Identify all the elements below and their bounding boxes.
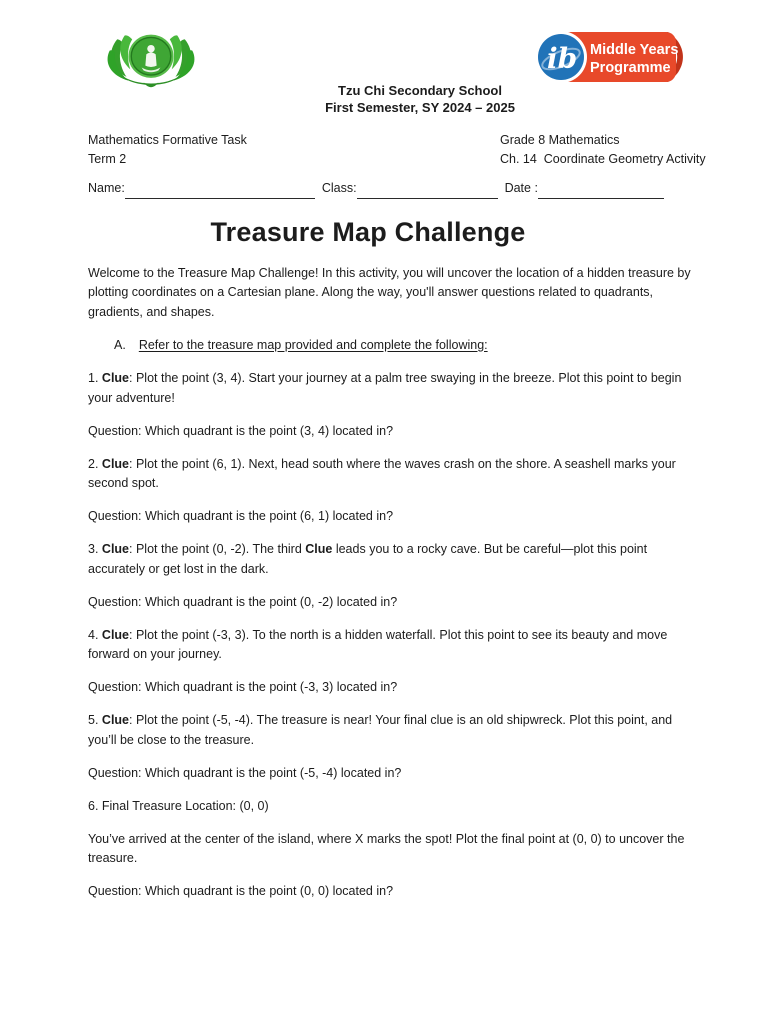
clue-paragraph-2: 2. Clue: Plot the point (6, 1). Next, head south where the waves crash on the shore. A seashell marks your second spot.	[88, 456, 676, 490]
task-meta-left	[88, 131, 247, 168]
class-label: Class:	[321, 181, 357, 195]
intro-paragraph: Welcome to the Treasure Map Challenge! In this activity, you will uncover the location of a hidden treasure by plotting coordinates on a Cartesian plane. Along the way, you'll answer questions related to quadrants, gradients, and shapes.	[88, 265, 691, 319]
clue-paragraph-5: 5. Clue: Plot the point (-5, -4). The treasure is near! Your final clue is an old shipwreck. Plot this point, and you’ll be close to the treasure.	[88, 713, 673, 747]
clue-question-2: Question: Which quadrant is the point (6, 1) located in?	[88, 509, 394, 523]
clue-paragraph-3: 3. Clue: Plot the point (0, -2). The third Clue leads you to a rocky cave. But be careful—plot this point accurately or get lost in the dark.	[88, 542, 648, 576]
school-header	[36, 82, 768, 116]
semester-line: First Semester, SY 2024 – 2025	[325, 100, 515, 115]
document-body	[88, 131, 712, 915]
clue-question-5: Question: Which quadrant is the point (-5, -4) located in?	[88, 765, 402, 780]
ib-label-line1: Middle Years	[590, 42, 679, 58]
ib-myp-logo	[534, 29, 690, 86]
clue-question-4: Question: Which quadrant is the point (-3, 3) located in?	[88, 680, 398, 694]
page-title: Treasure Map Challenge	[210, 216, 526, 247]
school-name: Tzu Chi Secondary School	[338, 83, 502, 98]
name-label: Name:	[88, 181, 125, 195]
final-location-paragraph: You’ve arrived at the center of the island, where X marks the spot! Plot the final point at (0, 0) to uncover the treasure.	[88, 831, 685, 865]
clue-paragraph-4: 4. Clue: Plot the point (-3, 3). To the north is a hidden waterfall. Plot this point to see its beauty and move forward on your journey.	[88, 627, 668, 661]
grade-subject: Grade 8 Mathematics	[500, 133, 620, 147]
task-term: Term 2	[88, 151, 127, 166]
date-blank-line	[538, 184, 664, 199]
section-a-heading	[114, 336, 712, 356]
final-location-heading: 6. Final Treasure Location: (0, 0)	[88, 798, 269, 813]
clue-question-1: Question: Which quadrant is the point (3, 4) located in?	[88, 423, 394, 438]
ib-label-line2: Programme	[590, 60, 671, 76]
clue-question-3: Question: Which quadrant is the point (0, -2) located in?	[88, 594, 398, 609]
name-blank-line	[125, 184, 315, 199]
task-meta	[88, 131, 712, 168]
clue-paragraph-1: 1. Clue: Plot the point (3, 4). Start your journey at a palm tree swaying in the breeze. Plot this point to begin your adventure!	[88, 371, 682, 405]
student-fields	[88, 179, 712, 199]
final-location-question: Question: Which quadrant is the point (0, 0) located in?	[88, 884, 394, 898]
section-letter: A.	[114, 337, 126, 352]
ib-initials: ib	[547, 42, 578, 75]
task-meta-right	[500, 131, 712, 168]
section-heading-text: Refer to the treasure map provided and complete the following:	[138, 337, 488, 352]
class-blank-line	[357, 184, 498, 199]
date-label: Date :	[504, 181, 538, 195]
chapter-activity: Ch. 14 Coordinate Geometry Activity	[500, 151, 706, 166]
task-type: Mathematics Formative Task	[88, 133, 247, 147]
